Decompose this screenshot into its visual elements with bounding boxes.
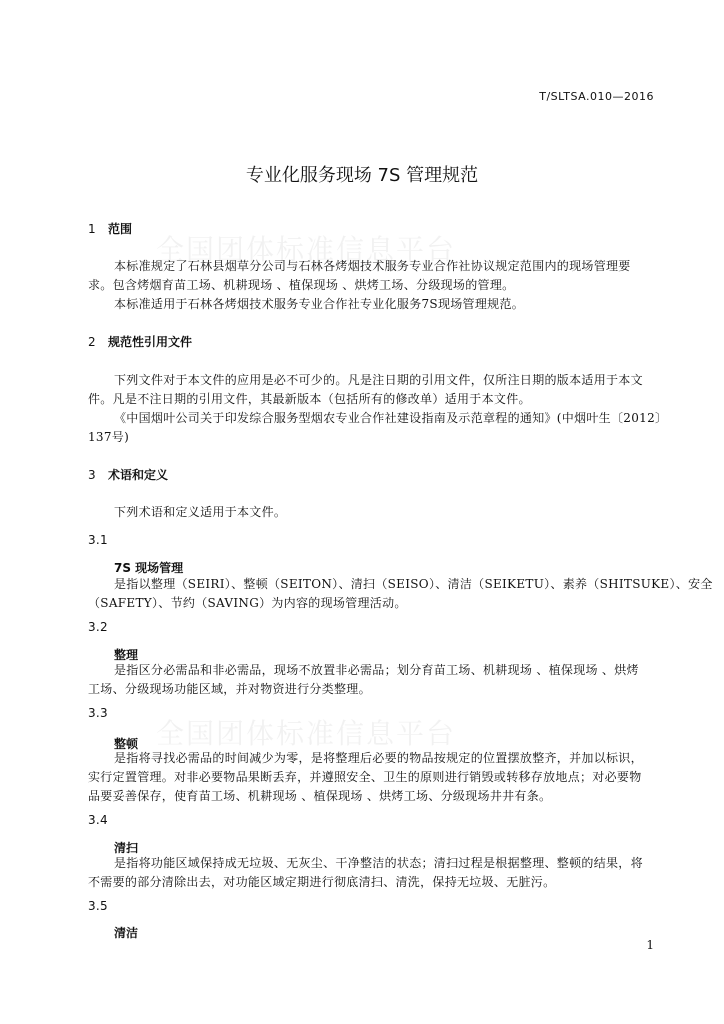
paragraph-line: 工场、分级现场功能区域，并对物资进行分类整理。 <box>88 682 371 696</box>
standard-code: T/SLTSA.010—2016 <box>539 90 654 103</box>
paragraph-line: 件。凡是不注日期的引用文件，其最新版本（包括所有的修改单）适用于本文件。 <box>88 392 531 406</box>
clause-number: 3.1 <box>88 533 108 547</box>
clause-number: 3.3 <box>88 706 108 720</box>
paragraph-line: 137号) <box>88 430 130 444</box>
term-title: 整顿 <box>114 737 139 751</box>
section-title: 规范性引用文件 <box>108 335 193 349</box>
paragraph-line: 本标准适用于石林各烤烟技术服务专业合作社专业化服务7S现场管理规范。 <box>114 297 525 311</box>
term-title: 清扫 <box>114 841 139 855</box>
section-number: 2 <box>88 335 96 349</box>
paragraph-line: 下列文件对于本文件的应用是必不可少的。凡是注日期的引用文件，仅所注日期的版本适用于本文 <box>114 373 643 387</box>
paragraph-line: 本标准规定了石林县烟草分公司与石林各烤烟技术服务专业合作社协议规定范围内的现场管理要 <box>114 259 631 273</box>
document-title: 专业化服务现场 7S 管理规范 <box>245 165 479 186</box>
clause-number: 3.5 <box>88 899 108 913</box>
watermark: 全国团体标准信息平台 <box>156 717 457 750</box>
section-number: 3 <box>88 468 96 482</box>
paragraph-line: 是指以整理（SEIRI）、整顿（SEITON）、清扫（SEISO）、清洁（SEIKETU）、素养（SHITSUKE）、安全 <box>114 577 713 591</box>
clause-number: 3.4 <box>88 813 108 827</box>
paragraph-line: 不需要的部分清除出去，对功能区域定期进行彻底清扫、清洗，保持无垃圾、无脏污。 <box>88 875 556 889</box>
paragraph-line: 实行定置管理。对非必要物品果断丢弃，并遵照安全、卫生的原则进行销毁或转移存放地点；对必要物 <box>88 770 642 784</box>
paragraph-line: 求。包含烤烟育苗工场、机耕现场 、植保现场 、烘烤工场、分级现场的管理。 <box>88 278 515 292</box>
paragraph-line: 《中国烟叶公司关于印发综合服务型烟农专业合作社建设指南及示范章程的通知》(中烟叶生〔2012〕 <box>114 411 668 425</box>
section-heading-1 <box>88 220 132 237</box>
section-title: 术语和定义 <box>108 468 169 482</box>
term-title: 7S 现场管理 <box>114 561 184 575</box>
paragraph-line: 是指将功能区域保持成无垃圾、无灰尘、干净整洁的状态；清扫过程是根据整理、整顿的结果，将 <box>114 856 643 870</box>
term-title: 整理 <box>114 648 139 662</box>
section-heading-2 <box>88 333 192 350</box>
clause-number: 3.2 <box>88 620 108 634</box>
paragraph-line: 下列术语和定义适用于本文件。 <box>114 505 287 519</box>
paragraph-line: （SAFETY）、节约（SAVING）为内容的现场管理活动。 <box>88 596 407 610</box>
paragraph-line: 是指将寻找必需品的时间减少为零，是将整理后必要的物品按规定的位置摆放整齐，并加以标识， <box>114 751 643 765</box>
page-number: 1 <box>646 938 654 952</box>
watermark: 全国团体标准信息平台 <box>156 233 457 266</box>
paragraph-line: 品要妥善保存，使育苗工场、机耕现场 、植保现场 、烘烤工场、分级现场井井有条。 <box>88 789 552 803</box>
section-title: 范围 <box>108 222 133 236</box>
section-number: 1 <box>88 222 96 236</box>
section-heading-3 <box>88 466 168 483</box>
paragraph-line: 是指区分必需品和非必需品，现场不放置非必需品；划分育苗工场、机耕现场 、植保现场 、烘烤 <box>114 663 639 677</box>
term-title: 清洁 <box>114 926 139 940</box>
